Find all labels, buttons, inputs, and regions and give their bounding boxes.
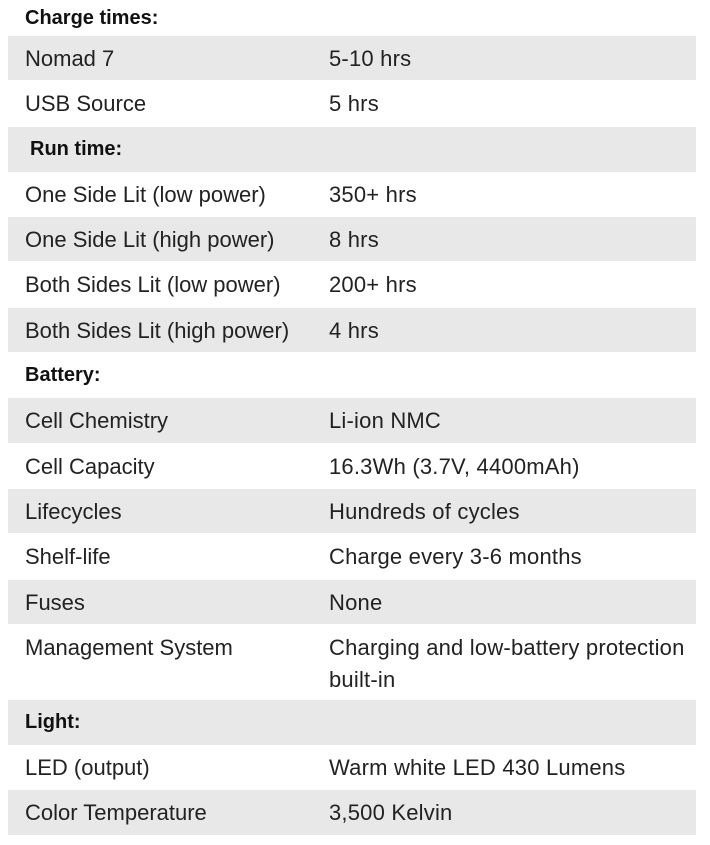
row-value: 5-10 hrs (329, 46, 412, 71)
row-value: 3,500 Kelvin (329, 800, 453, 826)
row-label: LED (output) (25, 755, 150, 781)
row-label: Fuses (25, 589, 85, 615)
table-row (8, 745, 696, 790)
row-label: Shelf-life (25, 544, 111, 570)
row-label: USB Source (25, 91, 147, 117)
table-row (8, 308, 696, 353)
row-label: Color Temperature (25, 800, 207, 826)
row-value: 16.3Wh (3.7V, 4400mAh) (329, 453, 580, 479)
table-row (8, 172, 696, 217)
row-label: Both Sides Lit (high power) (25, 317, 290, 343)
section-header-battery (8, 353, 696, 398)
section-header-charge-times (8, 0, 696, 36)
table-row (8, 217, 696, 262)
section-title: Charge times: (25, 6, 159, 29)
table-row (8, 36, 696, 81)
table-row (8, 398, 696, 443)
row-value: 200+ hrs (329, 272, 417, 298)
section-header-light (8, 700, 696, 745)
section-title: Run time: (30, 137, 123, 160)
table-row (8, 489, 696, 534)
table-row (8, 262, 696, 307)
row-value: Hundreds of cycles (329, 498, 520, 524)
row-value: 8 hrs (329, 227, 379, 253)
row-value: 350+ hrs (329, 181, 417, 207)
row-label: Cell Chemistry (25, 408, 169, 434)
row-value: None (329, 589, 383, 615)
row-value: Li-ion NMC (329, 408, 442, 434)
row-label: One Side Lit (low power) (25, 181, 266, 207)
row-label: Management System (25, 634, 233, 660)
table-row (8, 444, 696, 489)
row-value: 4 hrs (329, 317, 379, 343)
row-label: Both Sides Lit (low power) (25, 272, 281, 298)
row-value: Charging and low-battery protection built-in (329, 634, 685, 692)
row-label: Cell Capacity (25, 453, 155, 479)
table-row (8, 790, 696, 835)
section-title: Light: (25, 711, 81, 733)
row-label: Nomad 7 (25, 46, 115, 71)
section-header-run-time (8, 127, 696, 172)
row-label: One Side Lit (high power) (25, 227, 275, 253)
row-label: Lifecycles (25, 498, 122, 524)
row-value: Charge every 3-6 months (329, 544, 582, 570)
section-title: Battery: (25, 364, 101, 387)
table-row (8, 580, 696, 625)
spec-table (8, 0, 696, 836)
table-row (8, 534, 696, 579)
table-row (8, 625, 696, 700)
table-row (8, 81, 696, 126)
row-value: Warm white LED 430 Lumens (329, 755, 626, 781)
row-value: 5 hrs (329, 91, 379, 117)
